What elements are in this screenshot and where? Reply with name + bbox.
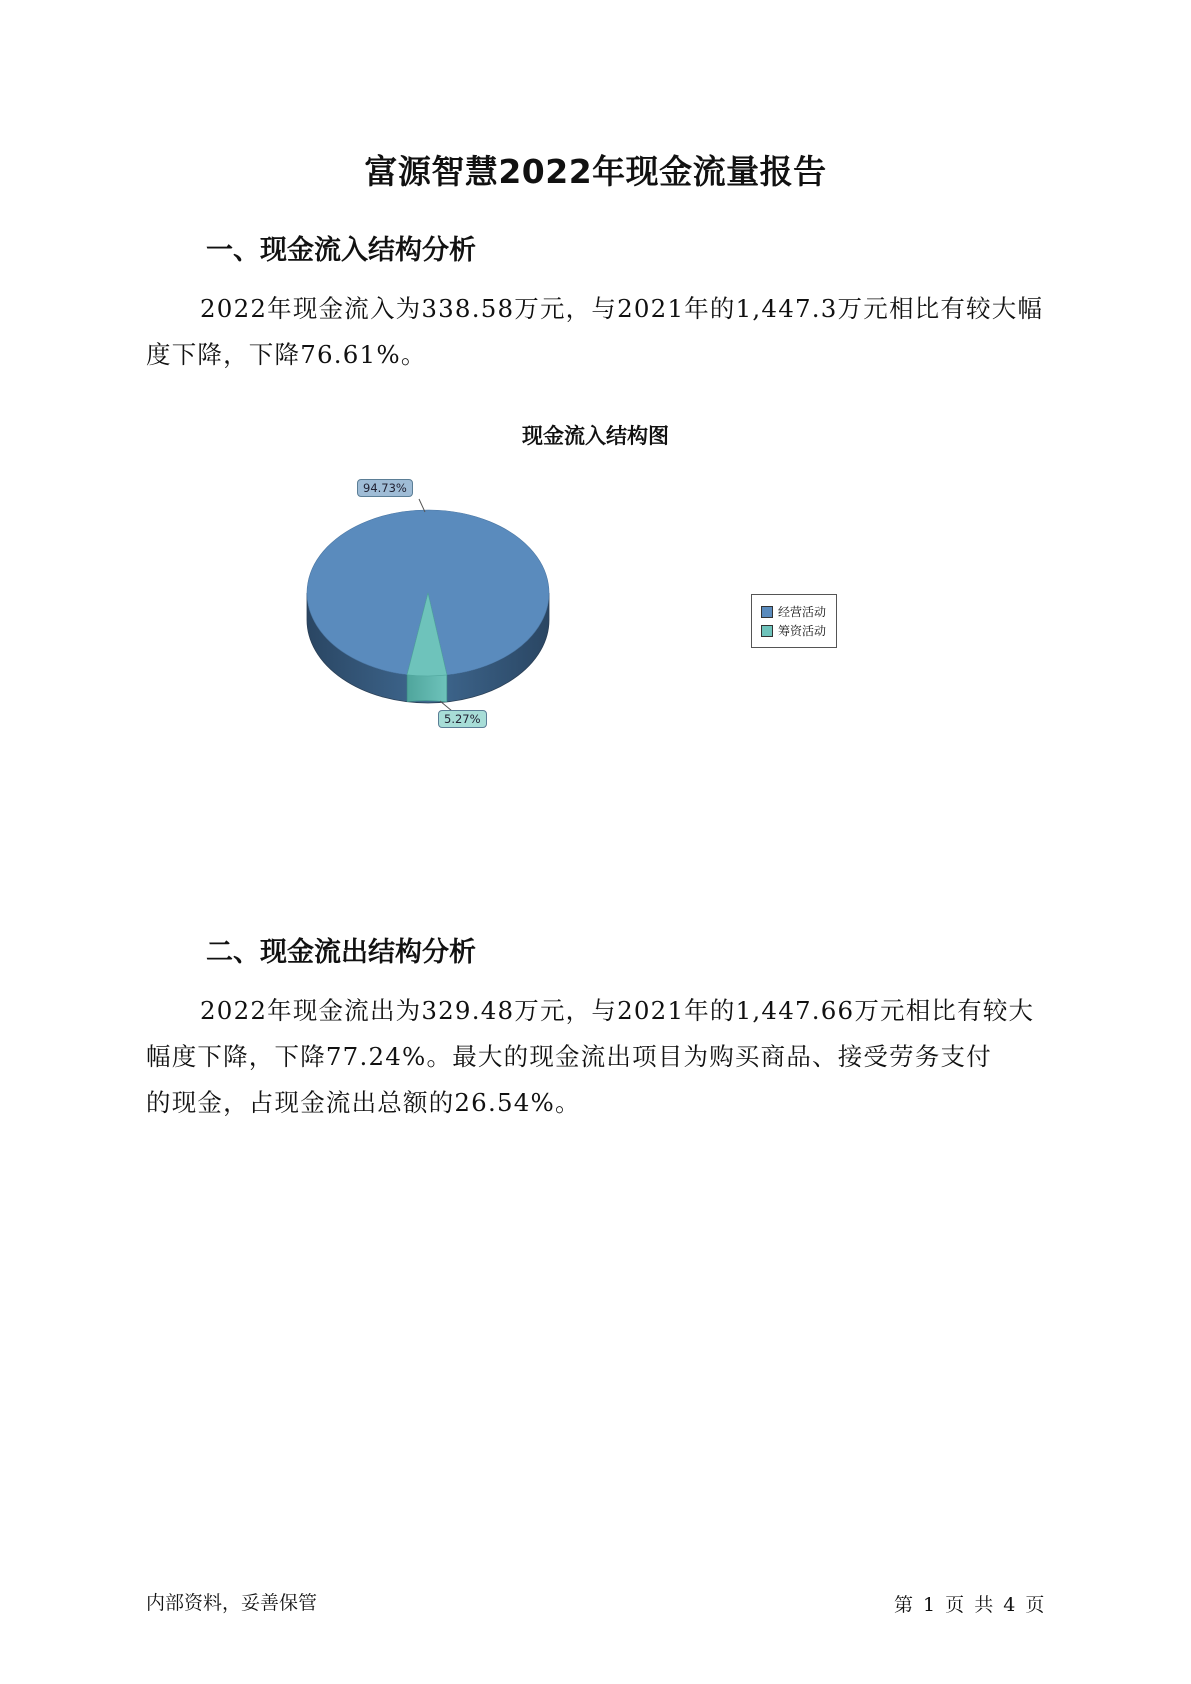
chart-title: 现金流入结构图 (522, 424, 669, 448)
pie-chart (0, 0, 1191, 800)
section2-line1: 2022年现金流出为329.48万元，与2021年的1,447.66万元相比有较大 (200, 996, 1035, 1025)
legend-item-operating (761, 603, 826, 620)
footer-page-number: 第 1 页 共 4 页 (894, 1594, 1045, 1616)
section2-heading: 二、现金流出结构分析 (206, 937, 476, 968)
legend-swatch-operating (761, 606, 773, 618)
section1-heading: 一、现金流入结构分析 (206, 235, 476, 266)
legend-label-financing: 筹资活动 (778, 624, 827, 638)
document-title: 富源智慧2022年现金流量报告 (364, 152, 827, 191)
data-label-financing: 5.27% (438, 710, 487, 728)
section1-line2: 度下降，下降76.61%。 (146, 340, 427, 369)
section2-line2: 幅度下降，下降77.24%。最大的现金流出项目为购买商品、接受劳务支付 (146, 1042, 992, 1071)
section2-line3: 的现金，占现金流出总额的26.54%。 (146, 1088, 581, 1117)
chart-legend (751, 594, 837, 648)
section2-paragraph (146, 988, 1066, 1126)
legend-swatch-financing (761, 625, 773, 637)
pie-side-segment-financing (407, 674, 447, 702)
footer-confidential-note: 内部资料，妥善保管 (146, 1592, 318, 1614)
section1-line1: 2022年现金流入为338.58万元，与2021年的1,447.3万元相比有较大幅 (200, 294, 1044, 323)
legend-item-financing (761, 622, 826, 639)
legend-label-operating: 经营活动 (778, 605, 827, 619)
data-label-operating: 94.73% (357, 479, 413, 497)
